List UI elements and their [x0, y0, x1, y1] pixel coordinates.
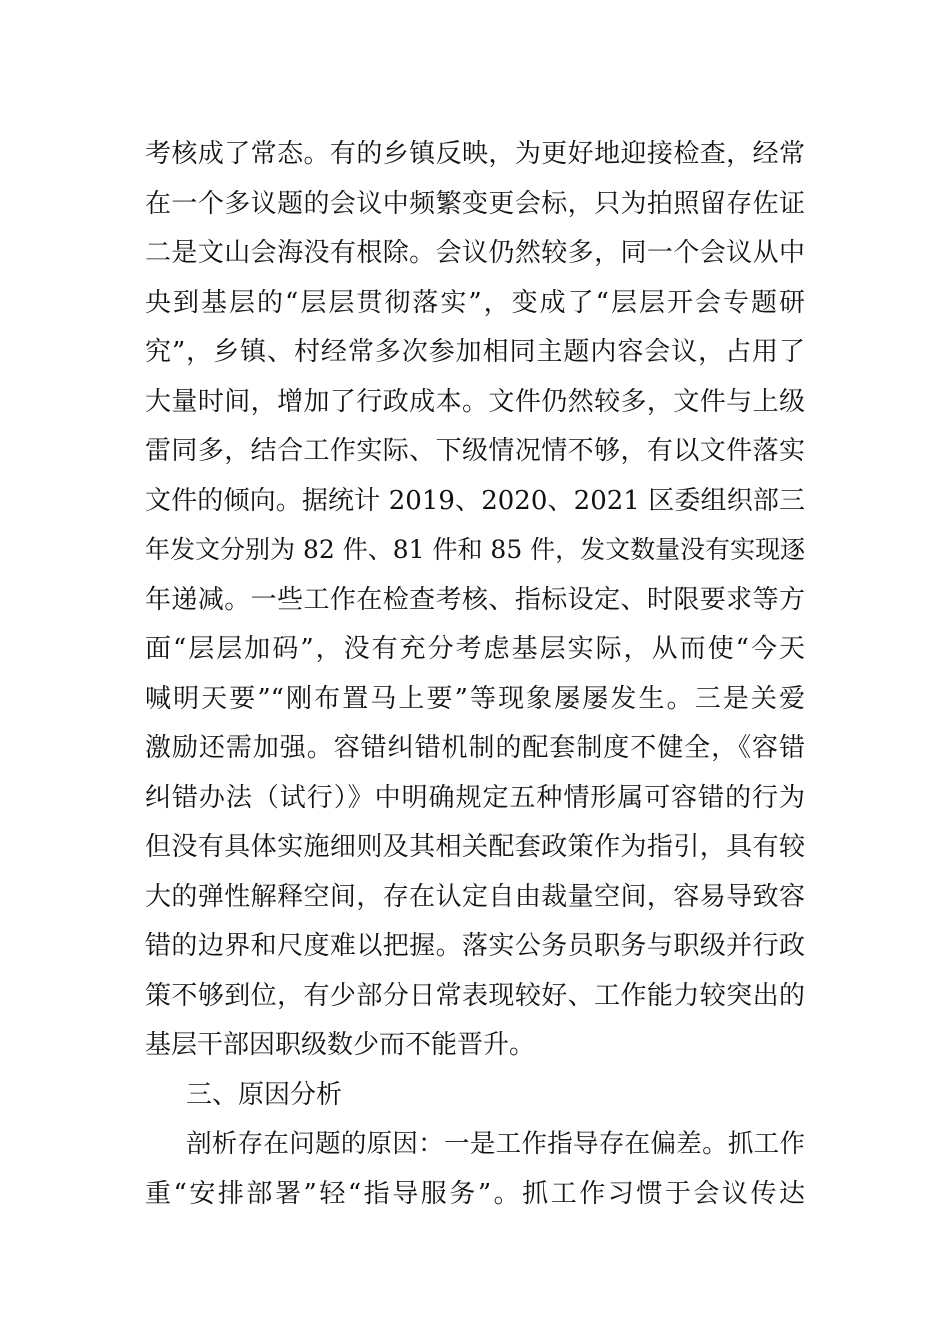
text-line: 二是文山会海没有根除。会议仍然较多，同一个会议从中	[145, 238, 805, 268]
text-line: 策不够到位，有少部分日常表现较好、工作能力较突出的	[145, 981, 805, 1011]
text-line: 大的弹性解释空间，存在认定自由裁量空间，容易导致容	[145, 882, 805, 912]
text-line: 但没有具体实施细则及其相关配套政策作为指引，具有较	[145, 832, 805, 862]
text-line: 考核成了常态。有的乡镇反映，为更好地迎接检查，经常	[145, 139, 805, 169]
text-line: 在一个多议题的会议中频繁变更会标，只为拍照留存佐证	[145, 189, 805, 219]
text-line: 年递减。一些工作在检查考核、指标设定、时限要求等方	[145, 585, 805, 615]
text-line: 基层干部因职级数少而不能晋升。	[145, 1030, 536, 1060]
text-line: 面“层层加码”，没有充分考虑基层实际，从而使“今天	[145, 634, 805, 664]
text-line: 究”，乡镇、村经常多次参加相同主题内容会议，占用了	[145, 337, 805, 367]
section-heading: 三、原因分析	[186, 1080, 343, 1110]
text-line: 剖析存在问题的原因：一是工作指导存在偏差。抓工作	[186, 1129, 805, 1159]
text-line: 雷同多，结合工作实际、下级情况情不够，有以文件落实	[145, 436, 805, 466]
text-line: 喊明天要”“刚布置马上要”等现象屡屡发生。三是关爱	[145, 684, 805, 714]
text-line: 纠错办法（试行）》中明确规定五种情形属可容错的行为	[145, 783, 805, 813]
text-line: 错的边界和尺度难以把握。落实公务员职务与职级并行政	[145, 931, 805, 961]
text-line: 大量时间，增加了行政成本。文件仍然较多，文件与上级	[145, 387, 805, 417]
text-line: 央到基层的“层层贯彻落实”，变成了“层层开会专题研	[145, 288, 805, 318]
text-line: 文件的倾向。据统计 2019、2020、2021 区委组织部三	[145, 486, 805, 516]
text-line: 年发文分别为 82 件、81 件和 85 件，发文数量没有实现逐	[145, 535, 806, 564]
text-line: 重“安排部署”轻“指导服务”。抓工作习惯于会议传达	[145, 1179, 805, 1209]
text-line: 激励还需加强。容错纠错机制的配套制度不健全，《容错	[145, 733, 805, 763]
